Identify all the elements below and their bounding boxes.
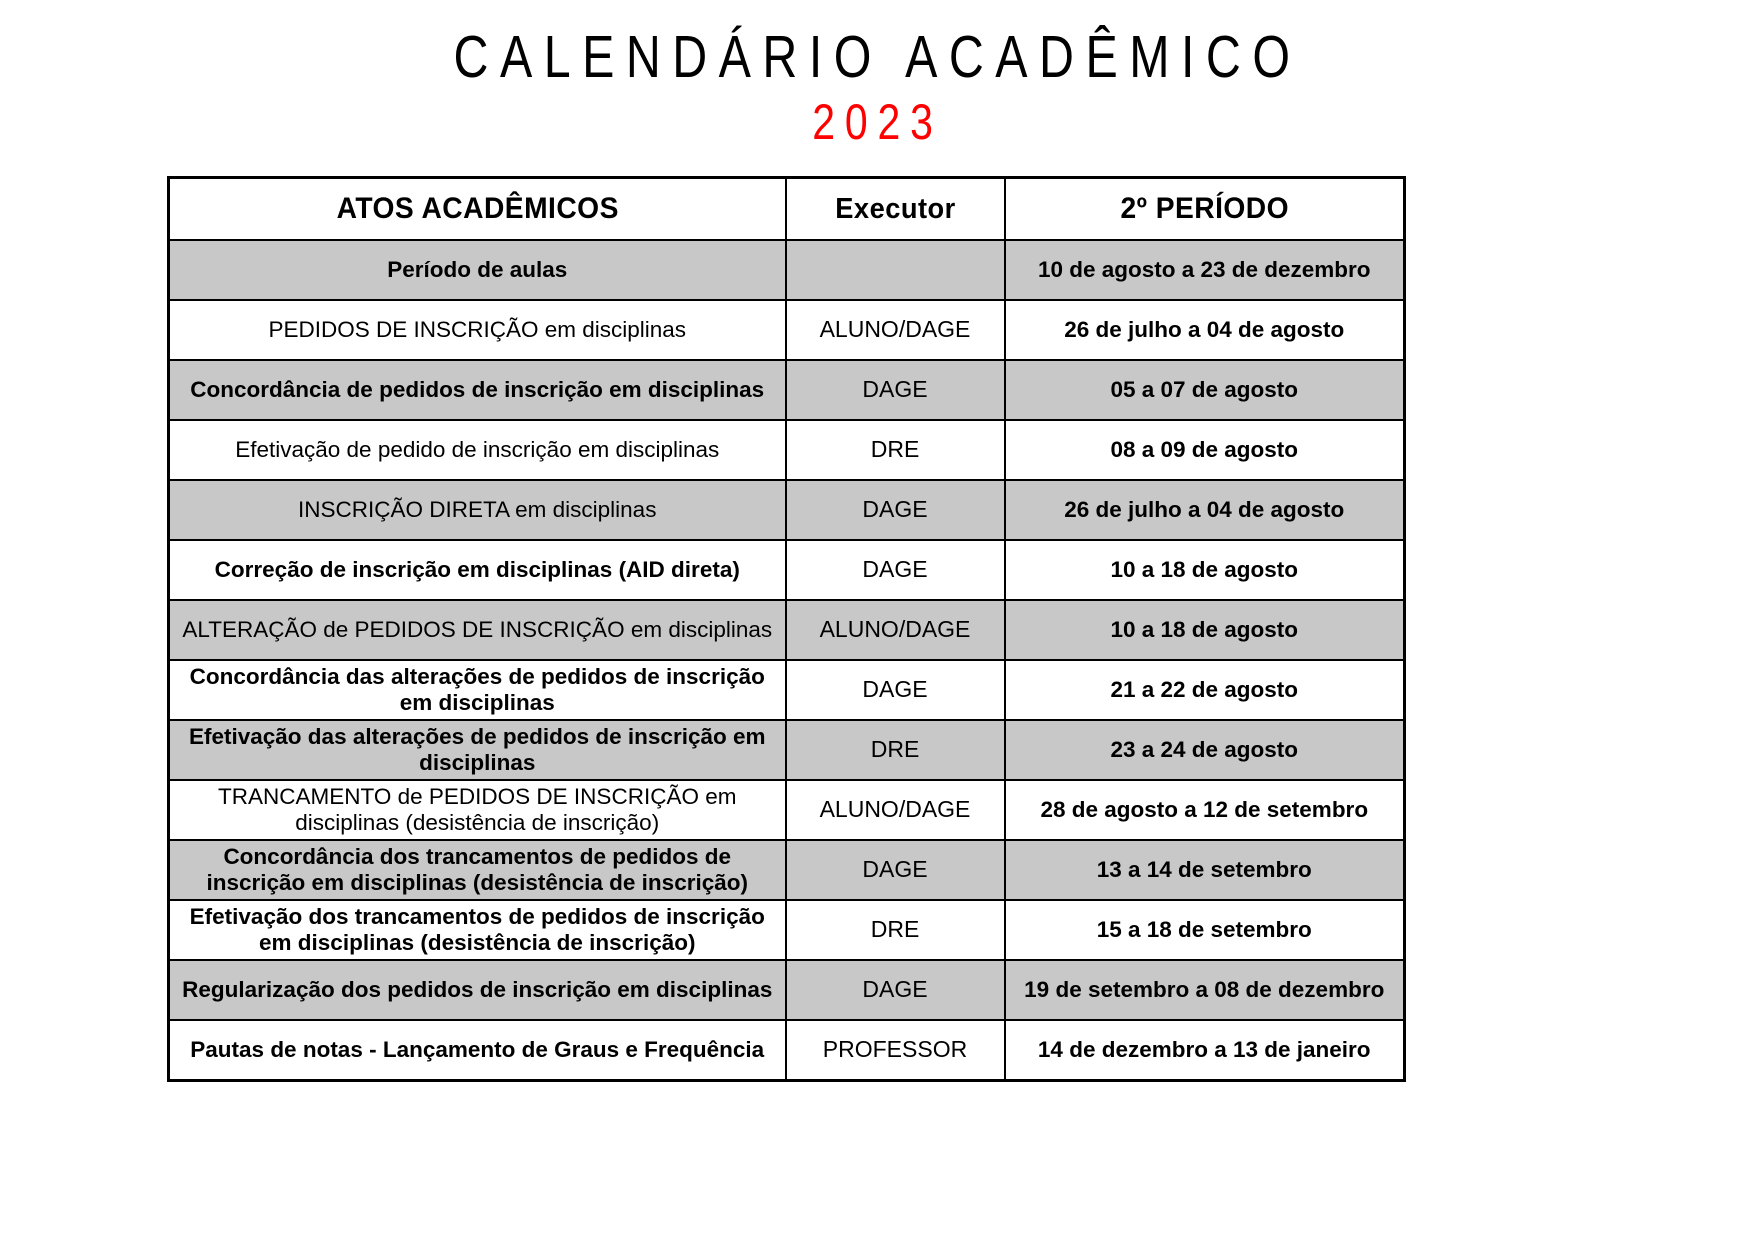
- cell-act: Efetivação dos trancamentos de pedidos de inscrição em disciplinas (desistência de inscrição): [169, 900, 786, 960]
- table-row: [169, 600, 1405, 660]
- table-row: [169, 300, 1405, 360]
- cell-act: Período de aulas: [169, 240, 786, 300]
- page-title: CALENDÁRIO ACADÊMICO: [453, 24, 1302, 90]
- cell-executor: PROFESSOR: [786, 1020, 1005, 1081]
- cell-period: 26 de julho a 04 de agosto: [1005, 300, 1405, 360]
- table-row: [169, 240, 1405, 300]
- cell-executor: DAGE: [786, 960, 1005, 1020]
- cell-act: TRANCAMENTO de PEDIDOS DE INSCRIÇÃO em disciplinas (desistência de inscrição): [169, 780, 786, 840]
- table-row: [169, 780, 1405, 840]
- cell-act: Concordância das alterações de pedidos de inscrição em disciplinas: [169, 660, 786, 720]
- cell-period: 23 a 24 de agosto: [1005, 720, 1405, 780]
- cell-act: Regularização dos pedidos de inscrição em disciplinas: [169, 960, 786, 1020]
- table-row: [169, 840, 1405, 900]
- page-title-year: 2023: [812, 94, 943, 151]
- cell-period: 21 a 22 de agosto: [1005, 660, 1405, 720]
- cell-act: INSCRIÇÃO DIRETA em disciplinas: [169, 480, 786, 540]
- cell-act: Correção de inscrição em disciplinas (AID direta): [169, 540, 786, 600]
- table-row: [169, 420, 1405, 480]
- table-row: [169, 660, 1405, 720]
- academic-calendar-table: [167, 176, 1406, 1082]
- cell-act: ALTERAÇÃO de PEDIDOS DE INSCRIÇÃO em disciplinas: [169, 600, 786, 660]
- table-row: [169, 540, 1405, 600]
- cell-executor: DAGE: [786, 360, 1005, 420]
- cell-executor: DAGE: [786, 840, 1005, 900]
- table-row: [169, 1020, 1405, 1081]
- cell-executor: DRE: [786, 720, 1005, 780]
- cell-period: 10 a 18 de agosto: [1005, 540, 1405, 600]
- cell-executor: DAGE: [786, 660, 1005, 720]
- cell-period: 10 a 18 de agosto: [1005, 600, 1405, 660]
- cell-period: 26 de julho a 04 de agosto: [1005, 480, 1405, 540]
- cell-executor: ALUNO/DAGE: [786, 300, 1005, 360]
- cell-act: Pautas de notas - Lançamento de Graus e Frequência: [169, 1020, 786, 1081]
- cell-period: 08 a 09 de agosto: [1005, 420, 1405, 480]
- table-row: [169, 960, 1405, 1020]
- table-header: [169, 178, 1405, 241]
- cell-executor: DAGE: [786, 480, 1005, 540]
- cell-period: 28 de agosto a 12 de setembro: [1005, 780, 1405, 840]
- cell-act: PEDIDOS DE INSCRIÇÃO em disciplinas: [169, 300, 786, 360]
- cell-executor: ALUNO/DAGE: [786, 600, 1005, 660]
- cell-act: Efetivação de pedido de inscrição em disciplinas: [169, 420, 786, 480]
- cell-period: 13 a 14 de setembro: [1005, 840, 1405, 900]
- column-header-acts: ATOS ACADÊMICOS: [187, 178, 767, 241]
- cell-act: Concordância dos trancamentos de pedidos de inscrição em disciplinas (desistência de inscrição): [169, 840, 786, 900]
- document-title-block: [0, 0, 1755, 153]
- cell-period: 14 de dezembro a 13 de janeiro: [1005, 1020, 1405, 1081]
- table-header-row: [169, 178, 1405, 241]
- academic-calendar-table-wrapper: [167, 176, 1403, 1082]
- cell-executor: DRE: [786, 900, 1005, 960]
- cell-period: 10 de agosto a 23 de dezembro: [1005, 240, 1405, 300]
- table-body: [169, 240, 1405, 1081]
- table-row: [169, 480, 1405, 540]
- cell-period: 19 de setembro a 08 de dezembro: [1005, 960, 1405, 1020]
- table-row: [169, 900, 1405, 960]
- cell-act: Concordância de pedidos de inscrição em disciplinas: [169, 360, 786, 420]
- cell-executor: DRE: [786, 420, 1005, 480]
- cell-period: 15 a 18 de setembro: [1005, 900, 1405, 960]
- cell-period: 05 a 07 de agosto: [1005, 360, 1405, 420]
- column-header-executor: Executor: [792, 178, 998, 241]
- cell-executor: [786, 240, 1005, 300]
- table-row: [169, 360, 1405, 420]
- column-header-period: 2º PERÍODO: [1017, 178, 1393, 241]
- cell-executor: ALUNO/DAGE: [786, 780, 1005, 840]
- cell-executor: DAGE: [786, 540, 1005, 600]
- table-row: [169, 720, 1405, 780]
- cell-act: Efetivação das alterações de pedidos de inscrição em disciplinas: [169, 720, 786, 780]
